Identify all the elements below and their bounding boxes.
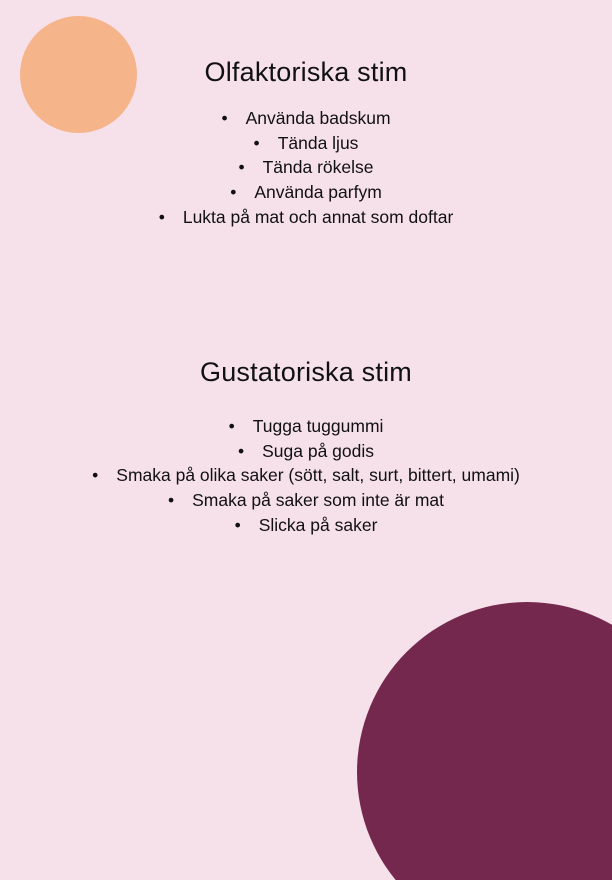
- bullet-icon: •: [238, 157, 245, 178]
- bullet-icon: •: [237, 440, 245, 461]
- gustatory-section: [0, 354, 612, 554]
- list-item: [0, 131, 612, 156]
- bullet-icon: •: [234, 514, 241, 535]
- list-item-text: Lukta på mat och annat som doftar: [182, 206, 454, 227]
- bullet-list: [0, 106, 612, 230]
- bullet-icon: •: [228, 416, 235, 436]
- list-item-text: Smaka på olika saker (sött, salt, surt, bittert, umami): [116, 465, 520, 486]
- plum-circle-decoration: [357, 602, 612, 880]
- list-item: [0, 513, 612, 538]
- bullet-icon: •: [230, 182, 237, 203]
- list-item-text: Smaka på saker som inte är mat: [192, 490, 445, 511]
- list-item-text: Tända ljus: [277, 132, 359, 153]
- list-item-text: Tugga tuggummi: [252, 416, 384, 436]
- list-item: [0, 180, 612, 205]
- section-title: Gustatoriska stim: [200, 357, 412, 387]
- list-item-text: Slicka på saker: [258, 514, 378, 535]
- bullet-icon: •: [221, 108, 228, 128]
- bullet-icon: •: [167, 490, 175, 511]
- olfactory-section: [0, 54, 612, 246]
- bullet-icon: •: [92, 465, 99, 486]
- list-item: [0, 439, 612, 464]
- list-item-text: Använda parfym: [254, 182, 382, 203]
- list-item: [0, 155, 612, 180]
- list-item: [0, 106, 612, 131]
- list-item: [0, 463, 612, 488]
- list-item: [0, 205, 612, 230]
- list-item: [0, 414, 612, 439]
- section-title: Olfaktoriska stim: [204, 57, 408, 87]
- list-item-text: Suga på godis: [262, 440, 375, 461]
- bullet-list: [0, 414, 612, 538]
- list-item-text: Använda badskum: [245, 108, 391, 128]
- bullet-icon: •: [253, 132, 260, 153]
- bullet-icon: •: [158, 206, 165, 227]
- list-item-text: Tända rökelse: [262, 157, 374, 178]
- list-item: [0, 488, 612, 513]
